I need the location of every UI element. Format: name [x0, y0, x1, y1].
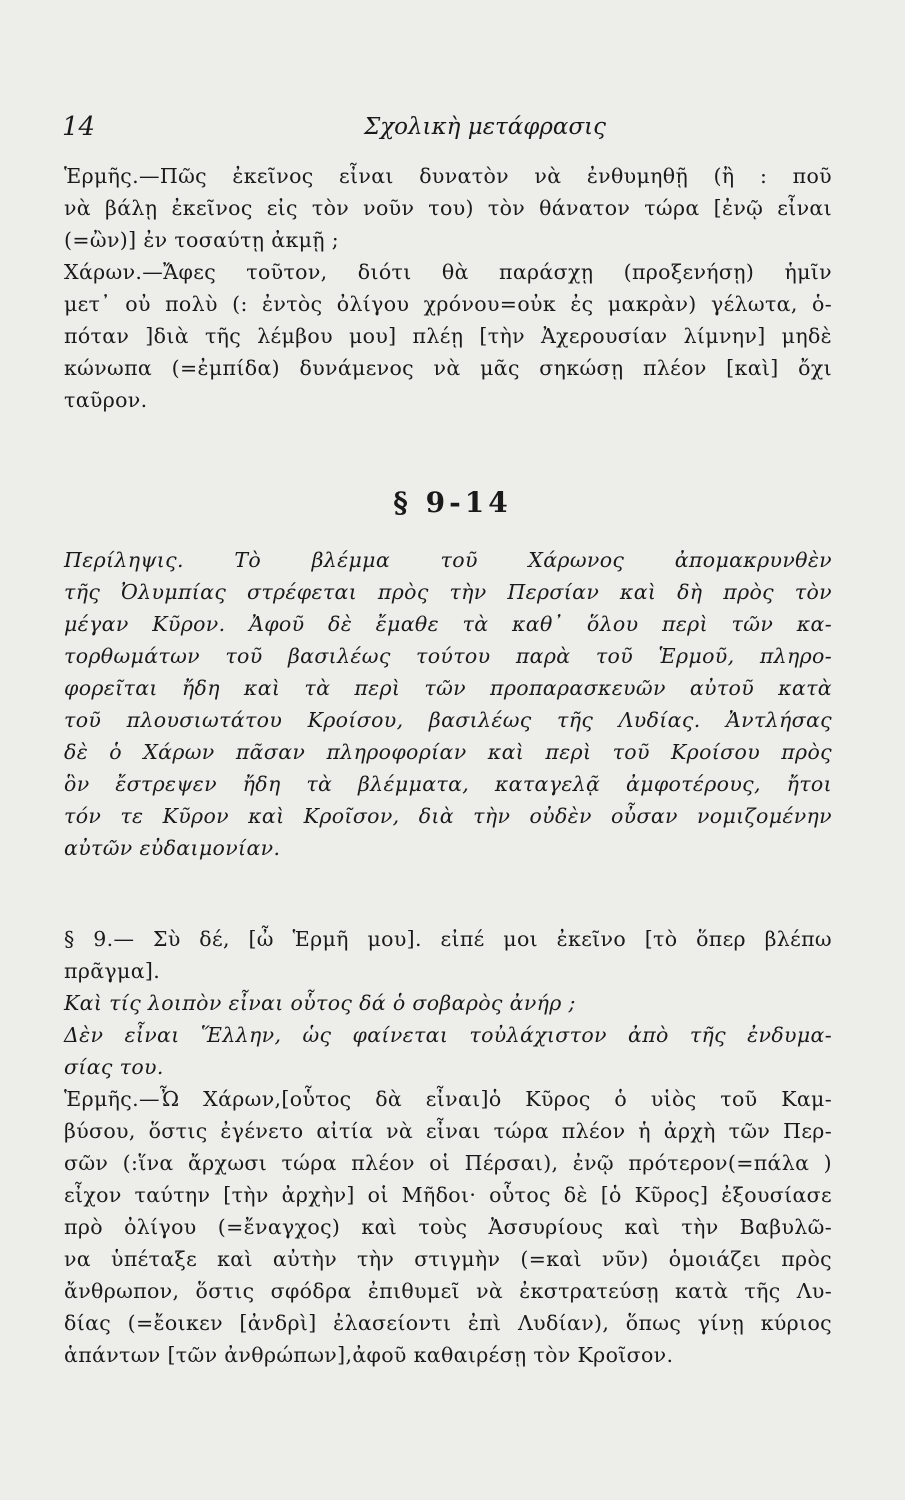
text-line: Δὲν εἶναι Ἕλλην, ὡς φαίνεται τοὐλάχιστον ἀπὸ τῆς ἐνδυμα- — [64, 1023, 832, 1047]
text-line: κώνωπα (=ἐμπίδα) δυνάμενος νὰ μᾶς σηκώσῃ πλέον [καὶ] ὄχι — [64, 356, 832, 380]
section-9-text — [64, 923, 832, 1371]
text-line: αὐτῶν εὐδαιμονίαν. — [64, 836, 281, 860]
text-line: τῆς Ὀλυμπίας στρέφεται πρὸς τὴν Περσίαν καὶ δὴ πρὸς τὸν — [64, 580, 832, 604]
text-line: τοῦ πλουσιωτάτου Κροίσου, βασιλέως τῆς Λυδίας. Ἀντλήσας — [64, 708, 832, 732]
text-line: μέγαν Κῦρον. Ἀφοῦ δὲ ἔμαθε τὰ καθ᾽ ὅλου περὶ τῶν κα- — [64, 612, 832, 636]
text-line: Καὶ τίς λοιπὸν εἶναι οὗτος δά ὁ σοβαρὸς ἀνήρ ; — [64, 991, 576, 1015]
text-line: τόν τε Κῦρον καὶ Κροῖσον, διὰ τὴν οὐδὲν οὖσαν νομιζομένην — [64, 804, 832, 828]
text-line: εἶχον ταύτην [τὴν ἀρχὴν] οἱ Μῆδοι· οὗτος δὲ [ὁ Κῦρος] ἐξουσίασε — [64, 1183, 832, 1207]
text-line: πρᾶγμα]. — [64, 959, 161, 983]
summary-paragraph — [64, 544, 832, 864]
text-line: Ἑρμῆς.—Ὦ Χάρων,[οὗτος δὰ εἶναι]ὁ Κῦρος ὁ υἱὸς τοῦ Καμ- — [64, 1087, 832, 1111]
text-line: Περίληψις. Τὸ βλέμμα τοῦ Χάρωνος ἀπομακρυνθὲν — [64, 548, 832, 572]
text-line: μετ᾽ οὐ πολὺ (: ἐντὸς ὀλίγου χρόνου=οὐκ ἐς μακρὰν) γέλωτα, ὁ- — [64, 292, 832, 316]
dialogue-top — [64, 160, 832, 416]
text-line: σῶν (:ἵνα ἄρχωσι τώρα πλέον οἱ Πέρσαι), ἐνῷ πρότερον(=πάλα ) — [64, 1151, 832, 1175]
text-line: τορθωμάτων τοῦ βασιλέως τούτου παρὰ τοῦ Ἑρμοῦ, πληρο- — [64, 644, 832, 668]
text-line: ταῦρον. — [64, 388, 148, 412]
text-line: ἄνθρωπον, ὅστις σφόδρα ἐπιθυμεῖ νὰ ἐκστρατεύσῃ κατὰ τῆς Λυ- — [64, 1279, 832, 1303]
text-line: δὲ ὁ Χάρων πᾶσαν πληροφορίαν καὶ περὶ τοῦ Κροίσου πρὸς — [64, 740, 832, 764]
text-line: (=ὢν)] ἐν τοσαύτῃ ἀκμῇ ; — [64, 228, 340, 252]
text-line: σίας του. — [64, 1055, 164, 1079]
text-line: να ὑπέταξε καὶ αὐτὴν τὴν στιγμὴν (=καὶ νῦν) ὁμοιάζει πρὸς — [64, 1247, 832, 1271]
text-line: νὰ βάλῃ ἐκεῖνος εἰς τὸν νοῦν του) τὸν θάνατον τώρα [ἐνῷ εἶναι — [64, 196, 832, 220]
text-line: δίας (=ἔοικεν [ἀνδρὶ] ἐλασείοντι ἐπὶ Λυδίαν), ὅπως γίνῃ κύριος — [64, 1311, 832, 1335]
page-number: 14 — [62, 112, 96, 142]
page-header — [60, 112, 840, 148]
text-line: Χάρων.—Ἄφες τοῦτον, διότι θὰ παράσχῃ (προξενήσῃ) ἡμῖν — [64, 260, 832, 284]
text-line: φορεῖται ἤδη καὶ τὰ περὶ τῶν προπαρασκευῶν αὐτοῦ κατὰ — [64, 676, 832, 700]
running-title: Σχολικὴ μετάφρασις — [363, 114, 607, 140]
text-line: πρὸ ὀλίγου (=ἔναγχος) καὶ τοὺς Ἀσσυρίους καὶ τὴν Βαβυλῶ- — [64, 1215, 832, 1239]
text-line: § 9.— Σὺ δέ, [ὦ Ἑρμῆ μου]. εἰπέ μοι ἐκεῖνο [τὸ ὅπερ βλέπω — [64, 927, 832, 951]
text-line: βύσου, ὅστις ἐγένετο αἰτία νὰ εἶναι τώρα πλέον ἡ ἀρχὴ τῶν Περ- — [64, 1119, 832, 1143]
text-line: ἁπάντων [τῶν ἀνθρώπων],ἀφοῦ καθαιρέσῃ τὸν Κροῖσον. — [64, 1343, 674, 1367]
text-line: ὃν ἔστρεψεν ἤδη τὰ βλέμματα, καταγελᾷ ἀμφοτέρους, ἤτοι — [64, 772, 832, 796]
text-line: πόταν ]διὰ τῆς λέμβου μου] πλέῃ [τὴν Ἀχερουσίαν λίμνην] μηδὲ — [64, 324, 832, 348]
section-heading: § 9-14 — [393, 486, 512, 519]
text-line: Ἑρμῆς.—Πῶς ἐκεῖνος εἶναι δυνατὸν νὰ ἐνθυμηθῇ (ἢ : ποῦ — [64, 164, 832, 188]
